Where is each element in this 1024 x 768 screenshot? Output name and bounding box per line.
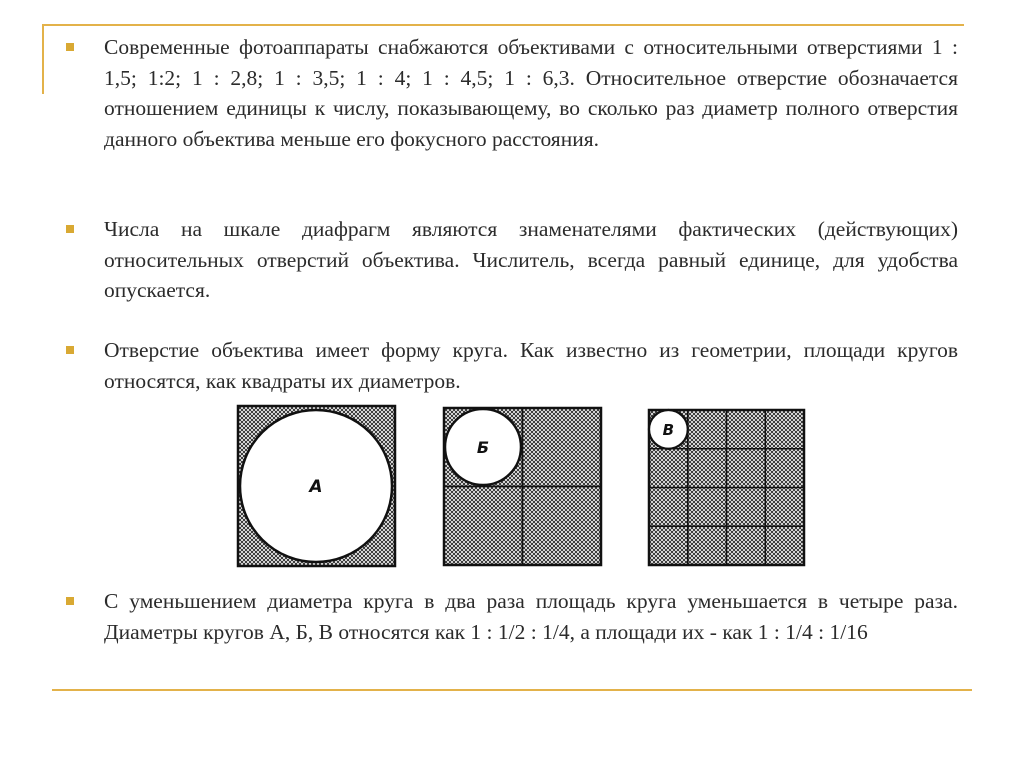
bottom-rule	[52, 689, 972, 691]
bullet-marker	[66, 346, 74, 354]
circle-area-figure	[230, 398, 810, 573]
paragraph-diameter-ratio: С уменьшением диаметра круга в два раза площадь круга уменьшается в четыре раза. Диаметры кругов А, Б, В относятся как 1 : 1/2 : 1/4, а площади их - как 1 : 1/4 : 1/16	[104, 589, 958, 644]
bullet-marker	[66, 597, 74, 605]
square-a	[238, 406, 395, 566]
circle-area-diagram	[230, 398, 810, 573]
paragraph-circle-areas: Отверстие объектива имеет форму круга. Как известно из геометрии, площади кругов относятся, как квадраты их диаметров.	[104, 338, 958, 393]
top-rule	[42, 24, 964, 26]
circle-label-a: А	[309, 477, 323, 497]
square-v	[649, 410, 804, 565]
bullet-marker	[66, 43, 74, 51]
bullet-marker	[66, 225, 74, 233]
paragraph-relative-apertures: Современные фотоаппараты снабжаются объективами с относительными отверстиями 1 : 1,5; 1:2; 1 : 2,8; 1 : 3,5; 1 : 4; 1 : 4,5; 1 : 6,3. Относительное отверстие обозначается отношением единицы к числу, показывающему, во сколько раз диаметр полного отверстия данного объектива меньше его фокусного расстояния.	[104, 35, 958, 151]
circle-label-v: В	[662, 421, 675, 439]
square-b	[444, 408, 601, 565]
paragraph-aperture-scale: Числа на шкале диафрагм являются знаменателями фактических (действующих) относительных отверстий объектива. Числитель, всегда равный единице, для удобства опускается.	[104, 217, 958, 302]
left-rule	[42, 24, 44, 94]
circle-label-b: Б	[476, 438, 490, 457]
